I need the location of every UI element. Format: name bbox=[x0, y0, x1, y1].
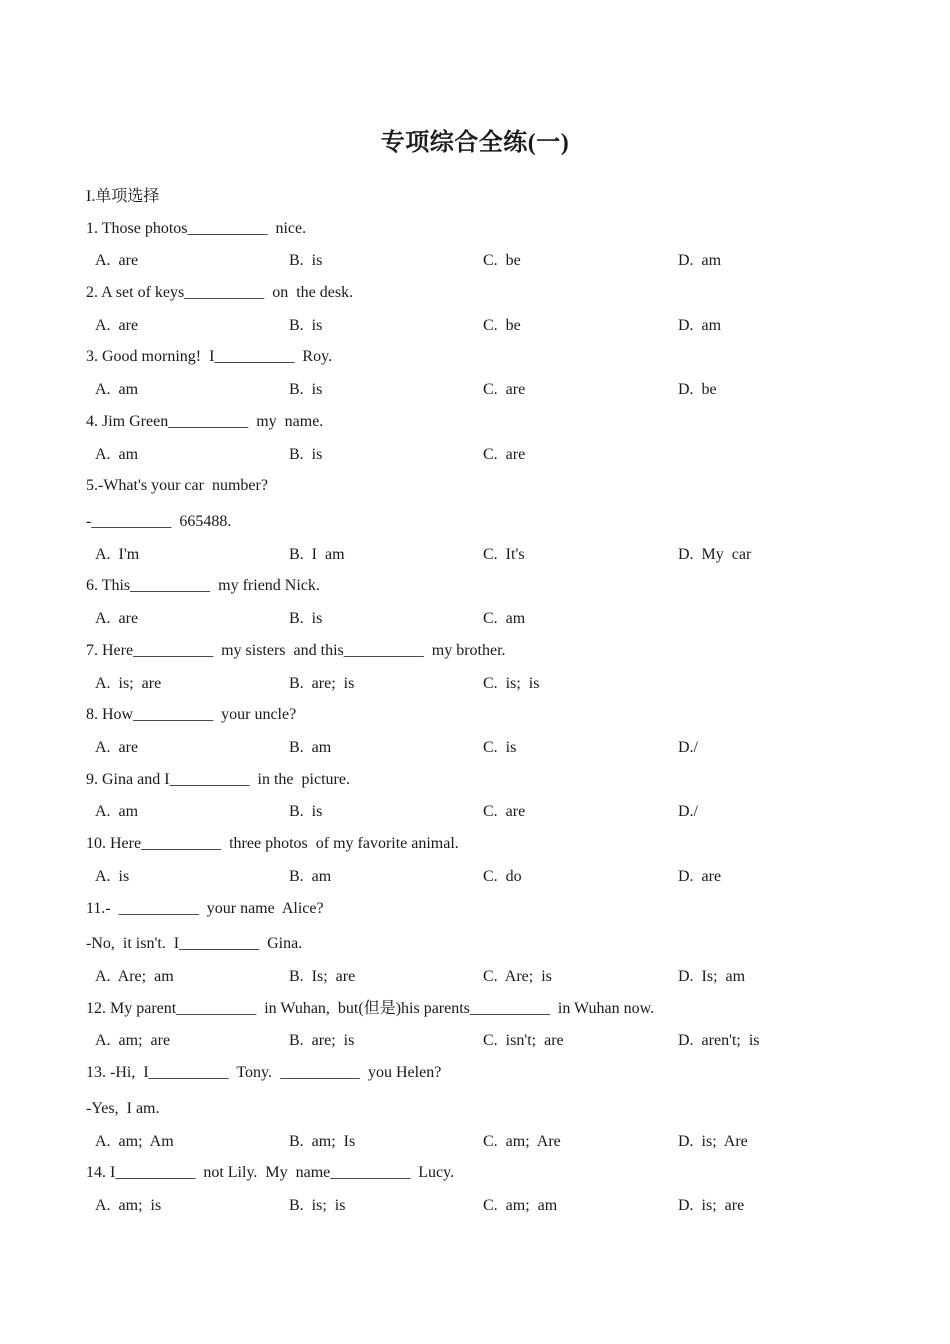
option-row bbox=[86, 251, 866, 271]
option-a: A. are bbox=[95, 317, 139, 334]
option-row bbox=[86, 445, 866, 465]
question-stem: 8. How__________ your uncle? bbox=[86, 706, 297, 723]
question-stem: 6. This__________ my friend Nick. bbox=[86, 577, 320, 594]
option-d: D./ bbox=[678, 803, 698, 820]
option-row bbox=[86, 1196, 866, 1216]
option-b: B. is; is bbox=[289, 1197, 346, 1214]
option-d: D./ bbox=[678, 739, 698, 756]
option-a: A. is bbox=[95, 868, 130, 885]
page-title: 专项综合全练(一) bbox=[380, 130, 570, 156]
option-b: B. am; Is bbox=[289, 1133, 356, 1150]
option-b: B. are; is bbox=[289, 675, 355, 692]
question-dialogue-line: -__________ 665488. bbox=[86, 513, 232, 530]
option-d: D. is; are bbox=[678, 1197, 745, 1214]
section-heading: I.单项选择 bbox=[86, 188, 160, 205]
option-a: A. are bbox=[95, 252, 139, 269]
option-a: A. am bbox=[95, 381, 139, 398]
question-stem: 9. Gina and I__________ in the picture. bbox=[86, 771, 350, 788]
option-c: C. be bbox=[483, 252, 521, 269]
option-row bbox=[86, 316, 866, 336]
option-row bbox=[86, 802, 866, 822]
option-row bbox=[86, 967, 866, 987]
option-a: A. am bbox=[95, 803, 139, 820]
option-d: D. be bbox=[678, 381, 717, 398]
option-d: D. am bbox=[678, 317, 722, 334]
question-stem: 1. Those photos__________ nice. bbox=[86, 220, 307, 237]
option-c: C. It's bbox=[483, 546, 525, 563]
option-row bbox=[86, 1132, 866, 1152]
option-row bbox=[86, 545, 866, 565]
option-b: B. is bbox=[289, 317, 323, 334]
question-stem: 3. Good morning! I__________ Roy. bbox=[86, 348, 333, 365]
question-stem: 2. A set of keys__________ on the desk. bbox=[86, 284, 354, 301]
question-stem: 4. Jim Green__________ my name. bbox=[86, 413, 324, 430]
option-b: B. is bbox=[289, 610, 323, 627]
option-a: A. I'm bbox=[95, 546, 140, 563]
option-row bbox=[86, 674, 866, 694]
question-stem: 5.-What's your car number? bbox=[86, 477, 268, 494]
option-a: A. is; are bbox=[95, 675, 162, 692]
option-d: D. is; Are bbox=[678, 1133, 748, 1150]
option-b: B. is bbox=[289, 252, 323, 269]
option-d: D. am bbox=[678, 252, 722, 269]
option-d: D. Is; am bbox=[678, 968, 746, 985]
option-row bbox=[86, 867, 866, 887]
option-b: B. am bbox=[289, 868, 332, 885]
question-stem: 13. -Hi, I__________ Tony. __________ you Helen? bbox=[86, 1064, 442, 1081]
option-a: A. am; are bbox=[95, 1032, 171, 1049]
option-c: C. isn't; are bbox=[483, 1032, 564, 1049]
option-c: C. are bbox=[483, 381, 526, 398]
question-stem: 10. Here__________ three photos of my favorite animal. bbox=[86, 835, 459, 852]
option-b: B. is bbox=[289, 803, 323, 820]
option-c: C. do bbox=[483, 868, 522, 885]
option-c: C. is bbox=[483, 739, 517, 756]
option-b: B. I am bbox=[289, 546, 345, 563]
option-b: B. Is; are bbox=[289, 968, 356, 985]
option-c: C. Are; is bbox=[483, 968, 552, 985]
option-a: A. are bbox=[95, 739, 139, 756]
option-a: A. am; Am bbox=[95, 1133, 174, 1150]
option-row bbox=[86, 380, 866, 400]
option-a: A. are bbox=[95, 610, 139, 627]
option-c: C. am; am bbox=[483, 1197, 558, 1214]
question-dialogue-line: -No, it isn't. I__________ Gina. bbox=[86, 935, 303, 952]
question-stem: 7. Here__________ my sisters and this__________ my brother. bbox=[86, 642, 506, 659]
option-c: C. am; Are bbox=[483, 1133, 561, 1150]
option-d: D. aren't; is bbox=[678, 1032, 760, 1049]
option-b: B. are; is bbox=[289, 1032, 355, 1049]
option-c: C. am bbox=[483, 610, 526, 627]
option-b: B. is bbox=[289, 381, 323, 398]
option-c: C. be bbox=[483, 317, 521, 334]
option-row bbox=[86, 738, 866, 758]
question-stem: 12. My parent__________ in Wuhan, but(但是)his parents__________ in Wuhan now. bbox=[86, 1000, 655, 1017]
option-row bbox=[86, 1031, 866, 1051]
option-a: A. Are; am bbox=[95, 968, 174, 985]
option-b: B. is bbox=[289, 446, 323, 463]
option-c: C. are bbox=[483, 446, 526, 463]
option-a: A. am; is bbox=[95, 1197, 162, 1214]
option-d: D. are bbox=[678, 868, 722, 885]
option-c: C. is; is bbox=[483, 675, 540, 692]
option-d: D. My car bbox=[678, 546, 752, 563]
question-stem: 11.- __________ your name Alice? bbox=[86, 900, 324, 917]
option-b: B. am bbox=[289, 739, 332, 756]
question-dialogue-line: -Yes, I am. bbox=[86, 1100, 160, 1117]
option-a: A. am bbox=[95, 446, 139, 463]
question-stem: 14. I__________ not Lily. My name__________ Lucy. bbox=[86, 1164, 455, 1181]
option-c: C. are bbox=[483, 803, 526, 820]
option-row bbox=[86, 609, 866, 629]
